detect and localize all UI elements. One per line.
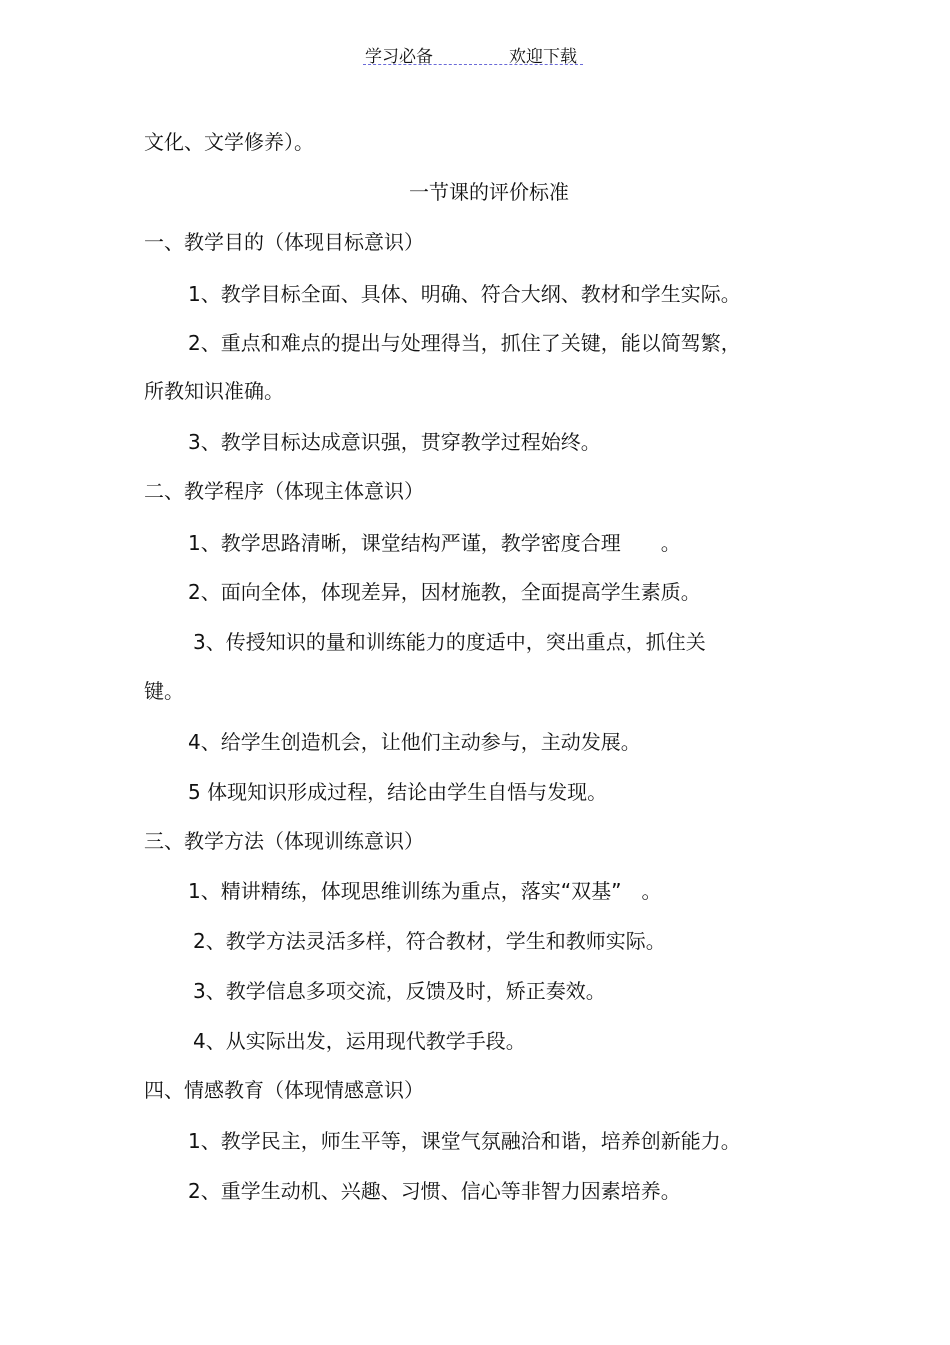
section-3-item-1: 1、精讲精练，体现思维训练为重点，落实“双基” 。	[188, 879, 662, 903]
section-3-item-4: 4、从实际出发，运用现代教学手段。	[193, 1029, 526, 1053]
section-heading-3: 三、教学方法（体现训练意识）	[144, 829, 424, 853]
section-2-item-3: 3、传授知识的量和训练能力的度适中，突出重点，抓住关	[193, 630, 706, 654]
section-2-item-1: 1、教学思路清晰，课堂结构严谨，教学密度合理 。	[188, 531, 681, 555]
section-1-item-2: 2、重点和难点的提出与处理得当，抓住了关键，能以简驾繁，	[188, 331, 741, 355]
section-1-item-2-continued: 所教知识准确。	[144, 379, 284, 403]
section-3-item-2: 2、教学方法灵活多样，符合教材，学生和教师实际。	[193, 929, 666, 953]
section-4-item-2: 2、重学生动机、兴趣、习惯、信心等非智力因素培养。	[188, 1179, 681, 1203]
section-2-item-5: 5 体现知识形成过程，结论由学生自悟与发现。	[188, 780, 608, 804]
section-3-item-3: 3、教学信息多项交流，反馈及时，矫正奏效。	[193, 979, 606, 1003]
intro-tail-line: 文化、文学修养）。	[144, 130, 314, 154]
section-1-item-3: 3、教学目标达成意识强，贯穿教学过程始终。	[188, 430, 601, 454]
section-2-item-2: 2、面向全体，体现差异，因材施教，全面提高学生素质。	[188, 580, 701, 604]
section-heading-1: 一、教学目的（体现目标意识）	[144, 230, 424, 254]
document-title: 一节课的评价标准	[409, 180, 569, 204]
page-header	[363, 40, 583, 65]
section-4-item-1: 1、教学民主，师生平等，课堂气氛融洽和谐，培养创新能力。	[188, 1129, 741, 1153]
header-right-text: 欢迎下载	[509, 47, 577, 67]
section-1-item-1: 1、教学目标全面、具体、明确、符合大纲、教材和学生实际。	[188, 282, 741, 306]
section-2-item-4: 4、给学生创造机会，让他们主动参与，主动发展。	[188, 730, 641, 754]
header-left-text: 学习必备	[365, 47, 433, 67]
section-heading-2: 二、教学程序（体现主体意识）	[144, 479, 424, 503]
section-heading-4: 四、情感教育（体现情感意识）	[144, 1078, 424, 1102]
section-2-item-3-continued: 键。	[144, 679, 184, 703]
